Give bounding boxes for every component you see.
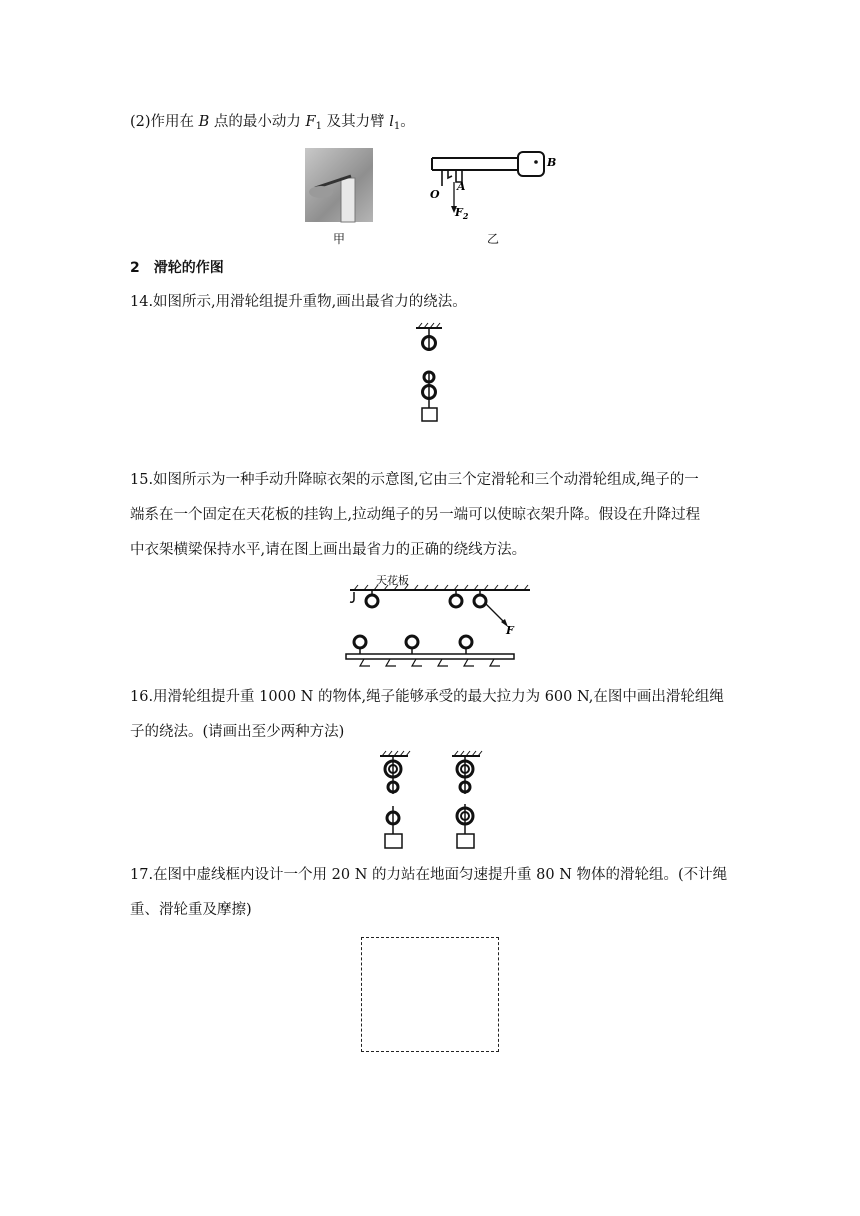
label-point-O: O — [430, 188, 440, 201]
fixed-pulley-1 — [366, 595, 378, 607]
label-point-A: A — [457, 180, 466, 193]
answer-dashed-box — [361, 937, 499, 1052]
key-lever-diagram — [428, 146, 558, 226]
movable-pulley-3 — [460, 636, 472, 648]
question-17-line-1: 17.在图中虚线框内设计一个用 20 N 的力站在地面匀速提升重 80 N 物体的滑轮组。(不计绳 — [130, 867, 728, 883]
label-force-F2: $F_2$ — [455, 206, 469, 221]
question-15-line-2: 端系在一个固定在天花板的挂钩上,拉动绳子的另一端可以使晾衣架升降。假设在升降过程 — [130, 507, 701, 523]
ceiling-hook — [350, 592, 354, 602]
question-14: 14.如图所示,用滑轮组提升重物,画出最省力的绕法。 — [130, 294, 467, 310]
question-13-part-2: (2)作用在 B 点的最小动力 $F_1$ 及其力臂 $l_1$。 — [130, 114, 415, 132]
fixed-pulley-2 — [450, 595, 462, 607]
force-label-F: F — [506, 624, 514, 637]
ceiling-label: 天花板 — [376, 574, 409, 587]
key-photo-sketch — [305, 148, 373, 222]
caption-yi: 乙 — [487, 232, 500, 246]
movable-pulley-2 — [406, 636, 418, 648]
question-15-line-3: 中衣架横梁保持水平,请在图上画出最省力的正确的绕线方法。 — [130, 542, 527, 558]
clothes-rack-diagram — [344, 572, 534, 672]
movable-pulley-1 — [354, 636, 366, 648]
load-block — [422, 408, 437, 421]
fixed-pulley-3 — [474, 595, 486, 607]
question-16-line-2: 子的绕法。(请画出至少两种方法) — [130, 724, 345, 740]
caption-jia: 甲 — [333, 232, 346, 246]
pulley-diagram-14 — [410, 322, 450, 424]
pulley-diagram-16-right — [446, 750, 486, 850]
question-16-line-1: 16.用滑轮组提升重 1000 N 的物体,绳子能够承受的最大拉力为 600 N,在图中画出滑轮组绳 — [130, 689, 724, 705]
section-heading: 2 滑轮的作图 — [130, 260, 224, 276]
label-point-B: B — [547, 156, 557, 169]
question-17-line-2: 重、滑轮重及摩擦) — [130, 902, 252, 918]
pulley-diagram-16-left — [374, 750, 414, 850]
question-15-line-1: 15.如图所示为一种手动升降晾衣架的示意图,它由三个定滑轮和三个动滑轮组成,绳子的一 — [130, 472, 699, 488]
rack-beam — [346, 654, 514, 659]
